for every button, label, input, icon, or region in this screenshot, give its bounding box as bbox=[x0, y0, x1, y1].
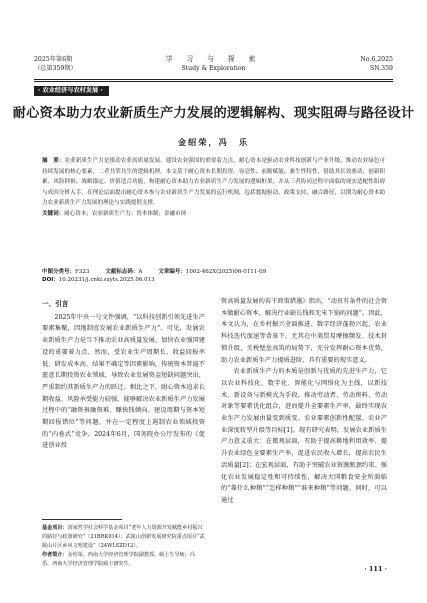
article-number-label: 文章编号： bbox=[158, 269, 186, 275]
page-number: · 111 · bbox=[364, 565, 387, 573]
fund-note bbox=[42, 524, 205, 551]
article-title: 耐心资本助力农业新质生产力发展的逻辑解构、现实阻碍与路径设计 bbox=[12, 106, 415, 121]
fund-label: 基金项目： bbox=[42, 525, 68, 531]
serial-number-en: SN.359 bbox=[369, 65, 393, 72]
abstract-paragraph bbox=[42, 156, 385, 209]
doc-code-label: 文献标志码： bbox=[105, 269, 139, 275]
article-authors: 金绍荣，冯 乐 bbox=[177, 137, 250, 147]
abstract-label: 摘 要： bbox=[42, 158, 65, 164]
doi-field bbox=[42, 276, 155, 284]
left-column bbox=[42, 299, 205, 452]
keywords-paragraph bbox=[42, 209, 385, 220]
author-bio-label: 作者简介： bbox=[42, 552, 68, 558]
right-column bbox=[221, 296, 387, 507]
footnotes bbox=[42, 524, 205, 569]
journal-name-en: Study & Exploration bbox=[181, 65, 246, 72]
author-bio-text: 金绍荣，西南大学经济管理学院副教授、硕士生导师；冯乐，西南大学经济管理学院硕士研究生。 bbox=[42, 552, 195, 567]
clc-label: 中图分类号： bbox=[42, 269, 76, 275]
issue-number-en: No.6,2025 bbox=[360, 56, 393, 63]
author-bio-note bbox=[42, 551, 205, 569]
doc-code-value: A bbox=[138, 269, 143, 275]
clc-value: F323 bbox=[75, 269, 90, 275]
fund-text: 国家哲学社会科学基金项目“老年人力资源开发赋能乡村振兴的路径与政策研究”（21BRK014）；武陵山创新发展研究院重点项目“武陵山片区乡风文明建设”（24WLSZD12）。 bbox=[42, 525, 205, 549]
issue-label: 2025年第6期 bbox=[34, 56, 73, 63]
article-number-value: 1002-462X(2025)06-0111-09 bbox=[185, 269, 267, 275]
meta-row-ids bbox=[42, 268, 385, 276]
header-rule-top bbox=[34, 79, 393, 80]
column-tag: · 农业经济与农村发展 · bbox=[34, 86, 109, 96]
keywords-text: 耐心资本；农业新质生产力；资本体制；金融市场 bbox=[64, 210, 187, 217]
intro-paragraph-2: 农业新质生产力的本质是创新与优质的先进生产力，它以农业科技化、数字化、智能化与网络化为主线，以新技术、新设备与新模式为手段，推动劳动者、劳动资料、劳动对象等要素优化组合，进而提升全要素生产率，最终实现农业生产力发展由量变到质变。农业要素创新性配置、农业产业深度转型升级等目标[1]。现有研究表明，发展农业新质生产力意义重大：在微观层面，有助于提高耕地利用效率、提升农业绿色全要素生产率，促进农民收入增长，提高农民生活质量[2]；在宏观层面，有助于突破农业资源瓶颈约束、强化农业发展稳定性和可持续性，解决大国粮食安全所面临的“靠什么种粮”“怎样种粮”“谁来种粮”等问题。同时，可以通过 bbox=[221, 368, 387, 504]
doi-value: 10.20231/j.cnki.sxyts.2025.06.013 bbox=[58, 277, 155, 284]
header-right bbox=[360, 55, 393, 73]
article-meta bbox=[42, 268, 385, 284]
abstract-text: 农业新质生产力是推动农业高质量发展、建设农业强国的重要着力点，耐心资本是驱动农业科技创新与产业升级、推动农业绿色可持续发展的核心要素，二者共荣共生的逻辑机理。本文基于耐心资本长期投资、容忍性、前瞻赋能、兼生性特性，借助其长效驱动、创新积累、风险抑损、战略锚定、价值适合功能，构建耐心资本助力农业新质生产力发展的逻辑框架，并从三者协同过程中面临的现实适配性阻碍与成因分析入手，在理论层面提出耐心资本参与农业新质生产力发展的运行机制，包括数据驱动、政策支持、融合路径，以期为耐心资本助力农业新质生产力发展的理论与实践提供支撑。 bbox=[42, 158, 385, 206]
doi-label: DOI： bbox=[42, 277, 59, 284]
intro-paragraph-continued: 资高质量发展的若干政策措施》指出，“动员有条件的社会资本做耐心资本，解决行业缺长钱和无米下锅的问题”。因此，本文认为，在乡村振兴全面推进、数字经济蓬勃兴起、农业科技迭代加速等背景下，尤其在中美贸易摩擦频发、技术封锁升级、关税壁垒高筑的局势下，充分发挥耐心资本优势，助力农业新质生产力提质进阶，具有重要的现实意义。 bbox=[221, 298, 387, 364]
total-issue-label: （总第359期） bbox=[34, 65, 77, 72]
keywords-label: 关键词： bbox=[42, 210, 65, 217]
section-heading-introduction: 一、引言 bbox=[42, 300, 69, 308]
header-center bbox=[34, 55, 393, 73]
meta-row-doi bbox=[42, 276, 385, 284]
article-number-field bbox=[158, 268, 266, 276]
doc-code-field bbox=[105, 268, 142, 276]
header-rule-bottom bbox=[34, 81, 393, 82]
footnote-rule bbox=[42, 519, 122, 520]
clc-field bbox=[42, 268, 89, 276]
running-header bbox=[34, 55, 393, 81]
journal-name-cn: 学 习 与 探 索 bbox=[165, 55, 262, 63]
abstract-block bbox=[42, 156, 385, 219]
intro-paragraph-1: 2025年中央一号文件强调，“以科技创新引领先进生产要素集聚，因地制宜发展农业新质生产力”。可见，发展农业新质生产力是当下推动农业高质量发展、加快农业强国建设的重要着力点。然而，受农业生产周期长、收益回报率低、研发成本高、结果不确定等因素影响，传统资本普遍不愿意长期投资农业领域，导致农业发展资金短缺问题突出，严重制约其新质生产力的跃迁。相比之下，耐心资本追求长期收益、风险承受能力较强，能够解决农业新质生产力发展过程中的“融资贵融资难、赚快钱倾向、建设周期与资本短期回报错位”等问题，并在一定程度上遏制农业领域投资的“内卷式”竞争。2024年6月，国务院办公厅发布的《促进创业投 bbox=[42, 313, 205, 450]
